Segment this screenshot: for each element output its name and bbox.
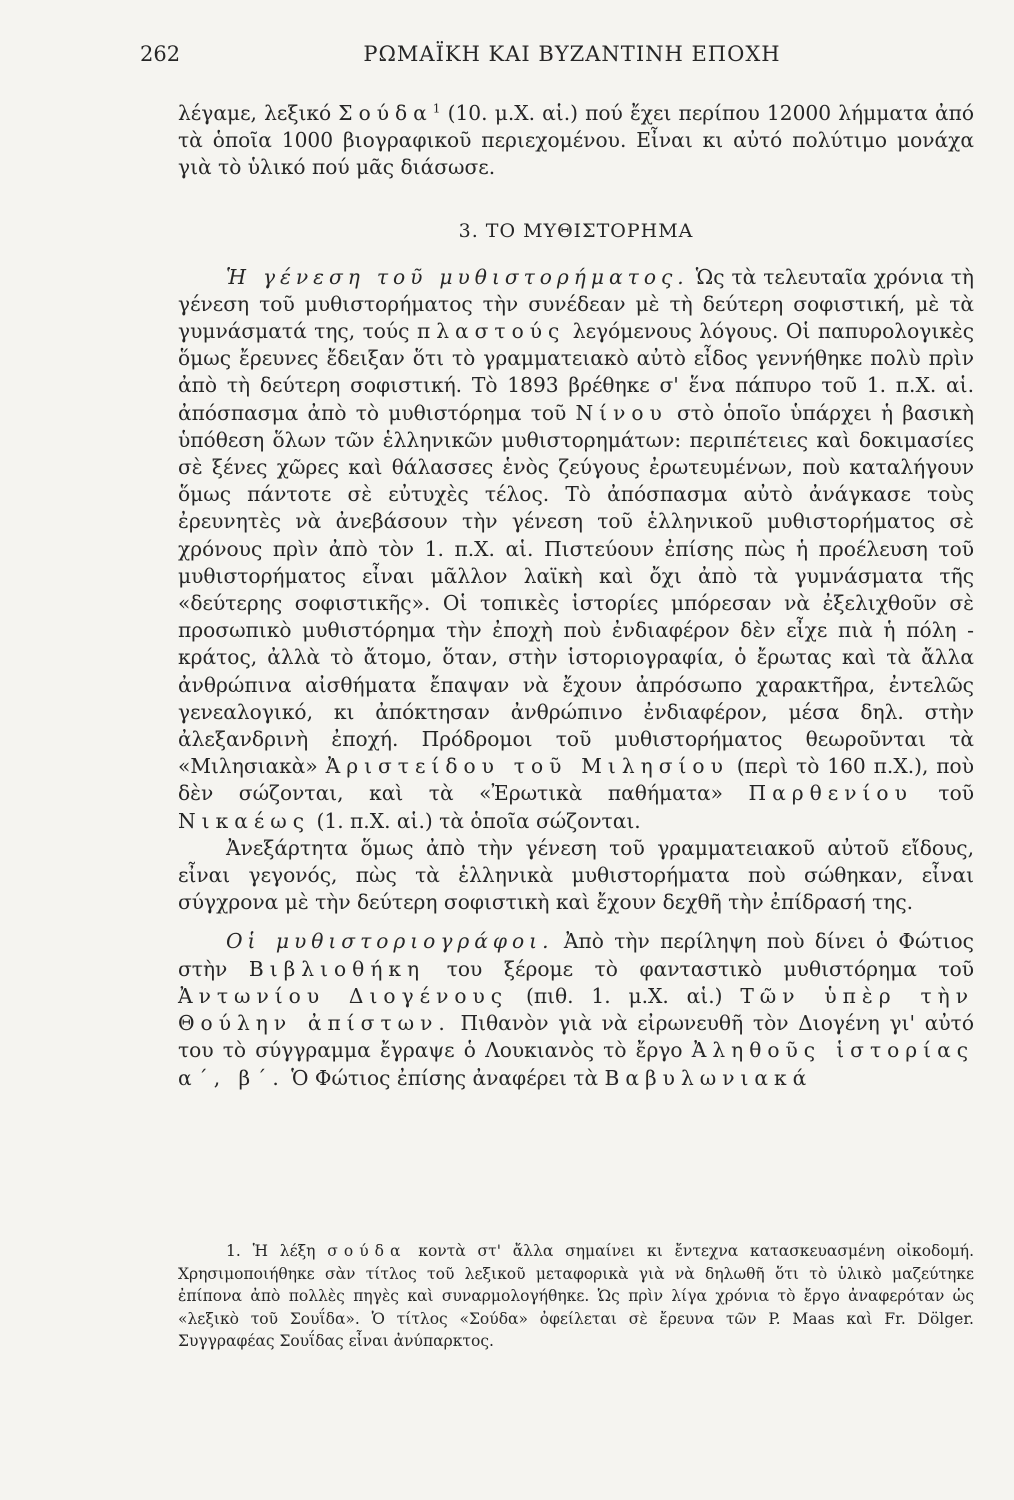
souda-term: Σούδα [338,101,433,125]
footnotes [178,1240,974,1353]
running-head: ΡΩΜΑΪΚΗ ΚΑΙ ΒΥΖΑΝΤΙΝΗ ΕΠΟΧΗ [363,42,781,66]
section-heading: 3. ΤΟ ΜΥΘΙΣΤΟΡΗΜΑ [458,219,694,242]
footnote-1: 1. Ἡ λέξη σούδα κοντὰ στ' ἄλλα σημαίνει κι ἔντεχνα κατασκευασμένη οἰκοδομή. Χρησιμοποιήθηκε σὰν τίτλος τοῦ λεξικοῦ μεταφορικὰ γιὰ νὰ δηλωθῆ ὅτι τὸ ὑλικὸ μαζεύτηκε ἐπίπονα ἀπὸ πολλὲς πηγὲς καὶ συναρμολογήθηκε. Ὡς πρὶν λίγα χρόνια τὸ ἔργο ἀναφερόταν ὡς «λεξικὸ τοῦ Σουΐδα». Ὁ τίτλος «Σούδα» ὀφείλεται σὲ ἔρευνα τῶν P. Maas καὶ Fr. Dölger. Συγγραφέας Σουΐδας εἶναι ἀνύπαρκτος. [178,1242,974,1350]
paragraph-independent: Ἀνεξάρτητα ὅμως ἀπὸ τὴν γένεση τοῦ γραμματειακοῦ αὐτοῦ εἴδους, εἶναι γεγονός, πὼς τὰ ἑλληνικὰ μυθιστορήματα ποὺ σώθηκαν, εἶναι σύγχρονα μὲ τὴν δεύτερη σοφιστικὴ καὶ ἔχουν δεχθῆ τὴν ἐπίδρασή της. [178,835,974,915]
paragraph-novelists: Οἱ μυθιστοριογράφοι. Ἀπὸ τὴν περίληψη ποὺ δίνει ὁ Φώτιος στὴν Βιβλιοθήκη του ξέρομε τὸ φανταστικὸ μυθιστόρημα τοῦ Ἀντωνίου Διογένους (πιθ. 1. μ.Χ. αἱ.) Τῶν ὑπὲρ τὴν Θούλην ἀπίστων. Πιθανὸν γιὰ νὰ εἰρωνευθῆ τὸν Διογένη γι' αὐτό του τὸ σύγγραμμα ἔγραψε ὁ Λουκιανὸς τὸ ἔργο Ἀληθοῦς ἱστορίας α΄, β΄. Ὁ Φώτιος ἐπίσης ἀναφέρει τὰ Βαβυλωνιακά [178,929,975,1090]
paragraph-genesis: Ἡ γένεση τοῦ μυθιστορήματος. Ὡς τὰ τελευταῖα χρόνια τὴ γένεση τοῦ μυθιστορήματος τὴν συνέδεαν μὲ τὴ δεύτερη σοφιστική, μὲ τὰ γυμνάσματά της, τούς πλαστούς λεγόμενους λόγους. Οἱ παπυρολογικὲς ὅμως ἔρευνες ἔδειξαν ὅτι τὸ γραμματειακὸ αὐτὸ εἶδος γεννήθηκε πολὺ πρὶν ἀπὸ τὴ δεύτερη σοφιστική. Τὸ 1893 βρέθηκε σ' ἕνα πάπυρο τοῦ 1. π.Χ. αἱ. ἀπόσπασμα ἀπὸ τὸ μυθιστόρημα τοῦ Νίνου στὸ ὁποῖο ὑπάρχει ἡ βασικὴ ὑπόθεση ὅλων τῶν ἑλληνικῶν μυθιστορημάτων: περιπέτειες καὶ δοκιμασίες σὲ ξένες χῶρες καὶ θάλασσες ἑνὸς ζεύγους ἐρωτευμένων, ποὺ καταλήγουν ὅμως πάντοτε σὲ εὐτυχὲς τέλος. Τὸ ἀπόσπασμα αὐτὸ ἀνάγκασε τοὺς ἐρευνητὲς νὰ ἀνεβάσουν τὴν γένεση τοῦ ἑλληνικοῦ μυθιστορήματος σὲ χρόνους πρὶν ἀπὸ τὸν 1. π.Χ. αἱ. Πιστεύουν ἐπίσης πὼς ἡ προέλευση τοῦ μυθιστορήματος εἶναι μᾶλλον λαϊκὴ καὶ ὄχι ἀπὸ τὰ γυμνάσματα τῆς «δεύτερης σοφιστικῆς». Οἱ τοπικὲς ἱστορίες μπόρεσαν νὰ ἐξελιχθοῦν σὲ προσωπικὸ μυθιστόρημα τὴν ἐποχὴ ποὺ ἐνδιαφέρον δὲν εἶχε πιὰ ἡ πόλη - κράτος, ἀλλὰ τὸ ἄτομο, ὅταν, στὴν ἱστοριογραφία, ὁ ἔρωτας καὶ τὰ ἄλλα ἀνθρώπινα αἰσθήματα ἔπαψαν νὰ ἔχουν ἀπρόσωπο χαρακτῆρα, ἐντελῶς γενεαλογικό, κι ἀπόκτησαν ἀνθρώπινο ἐνδιαφέρον, μέσα δηλ. στὴν ἀλεξανδρινὴ ἐποχή. Πρόδρομοι τοῦ μυθιστορήματος θεωροῦνται τὰ «Μιλησιακὰ» Ἀριστείδου τοῦ Μιλησίου (περὶ τὸ 160 π.Χ.), ποὺ δὲν σώζονται, καὶ τὰ «Ἐρωτικὰ παθήματα» Παρθενίου τοῦ Νικαέως (1. π.Χ. αἱ.) τὰ ὁποῖα σώζονται. [178,264,974,833]
main-text [178,100,974,1092]
subsection-lead: Ἡ γένεση τοῦ μυθιστορήματος. [226,264,689,289]
page-number: 262 [140,42,181,66]
intro-paragraph: λέγαμε, λεξικό Σούδα$^1$ (10. μ.Χ. αἱ.) πού ἔχει περίπου 12000 λήμματα ἀπό τὰ ὁποῖα 1000 βιογραφικοῦ περιεχομένου. Εἶναι κι αὐτό πολύτιμο μονάχα γιὰ τὸ ὑλικό πού μᾶς διάσωσε. [178,101,975,180]
footnote-ref: 1 [432,101,441,116]
subsection-lead: Οἱ μυθιστοριογράφοι. [226,929,554,954]
